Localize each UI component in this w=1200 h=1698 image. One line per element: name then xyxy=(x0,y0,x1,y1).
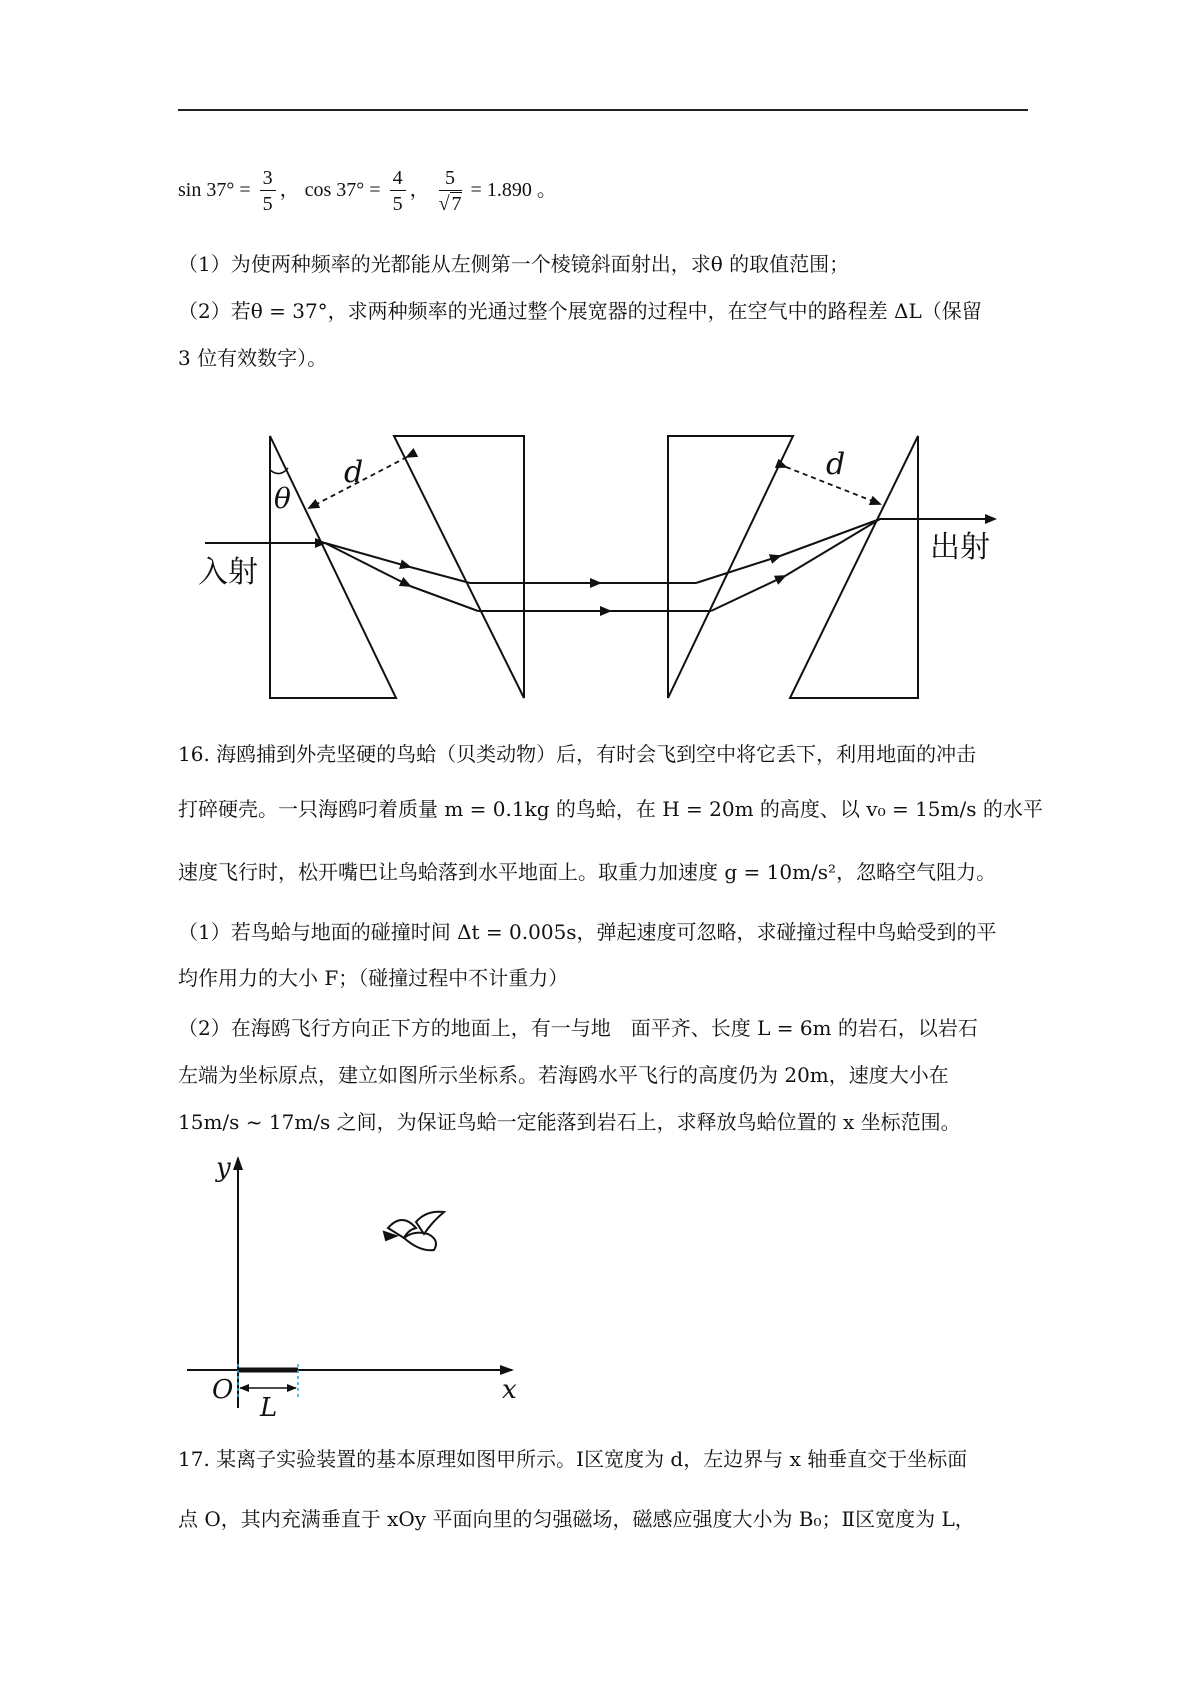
separator-2: ， xyxy=(409,179,430,201)
length-label: L xyxy=(260,1393,278,1423)
sin-denominator: 5 xyxy=(262,192,273,215)
sin-expression: sin 37° = xyxy=(178,179,251,201)
exit-label: 出射 xyxy=(930,530,990,565)
cos-expression: cos 37° = xyxy=(304,179,381,201)
ratio-denominator: √ 7 xyxy=(438,192,462,215)
q15-part2-line2: 3 位有效数字）。 xyxy=(178,346,328,370)
d-label-left: d xyxy=(344,455,364,490)
q16-line7: 左端为坐标原点，建立如图所示坐标系。若海鸥水平飞行的高度仍为 20m，速度大小在 xyxy=(178,1063,949,1087)
theta-label: θ xyxy=(274,482,291,515)
q16-line4: （1）若鸟蛤与地面的碰撞时间 Δt = 0.005s，弹起速度可忽略，求碰撞过程中鸟蛤受到的平 xyxy=(178,920,997,944)
seagull-icon xyxy=(384,1212,444,1251)
ratio-numerator: 5 xyxy=(439,166,462,191)
sqrt-radicand: 7 xyxy=(451,192,462,215)
q16-line8: 15m/s ~ 17m/s 之间，为保证鸟蛤一定能落到岩石上，求释放鸟蛤位置的 x 坐标范围。 xyxy=(178,1110,961,1134)
x-axis-label: x xyxy=(502,1375,517,1405)
q16-line3: 速度飞行时，松开嘴巴让鸟蛤落到水平地面上。取重力加速度 g = 10m/s²，忽略空气阻力。 xyxy=(178,860,997,884)
incident-label: 入射 xyxy=(198,555,258,590)
q15-part2-line1: （2）若θ = 37°，求两种频率的光通过整个展宽器的过程中，在空气中的路程差 ΔL（保留 xyxy=(178,299,982,323)
q16-line5: 均作用力的大小 F；（碰撞过程中不计重力） xyxy=(178,966,569,990)
d-label-right: d xyxy=(826,447,846,482)
ratio-result: = 1.890 xyxy=(470,179,532,201)
y-axis-label: y xyxy=(216,1153,231,1183)
q16-line6: （2）在海鸥飞行方向正下方的地面上，有一与地 面平齐、长度 L = 6m 的岩石，以岩石 xyxy=(178,1016,978,1040)
separator-1: ， xyxy=(279,179,300,201)
sin-numerator: 3 xyxy=(260,166,276,191)
given-end: 。 xyxy=(536,179,557,201)
q17-line1: 17. 某离子实验装置的基本原理如图甲所示。Ⅰ区宽度为 d，左边界与 x 轴垂直交于坐标面 xyxy=(178,1447,968,1471)
q17-line2: 点 O，其内充满垂直于 xOy 平面向里的匀强磁场，磁感应强度大小为 B₀；Ⅱ区宽度为 L， xyxy=(178,1507,975,1531)
q16-line1: 16. 海鸥捕到外壳坚硬的鸟蛤（贝类动物）后，有时会飞到空中将它丢下，利用地面的冲击 xyxy=(178,742,977,766)
cos-numerator: 4 xyxy=(390,166,406,191)
q15-part1: （1）为使两种频率的光都能从左侧第一个棱镜斜面射出，求θ 的取值范围； xyxy=(178,252,850,276)
q16-line2: 打碎硬壳。一只海鸥叼着质量 m = 0.1kg 的鸟蛤，在 H = 20m 的高度、以 v₀ = 15m/s 的水平 xyxy=(178,797,1043,821)
origin-label: O xyxy=(212,1375,234,1405)
cos-denominator: 5 xyxy=(392,192,403,215)
